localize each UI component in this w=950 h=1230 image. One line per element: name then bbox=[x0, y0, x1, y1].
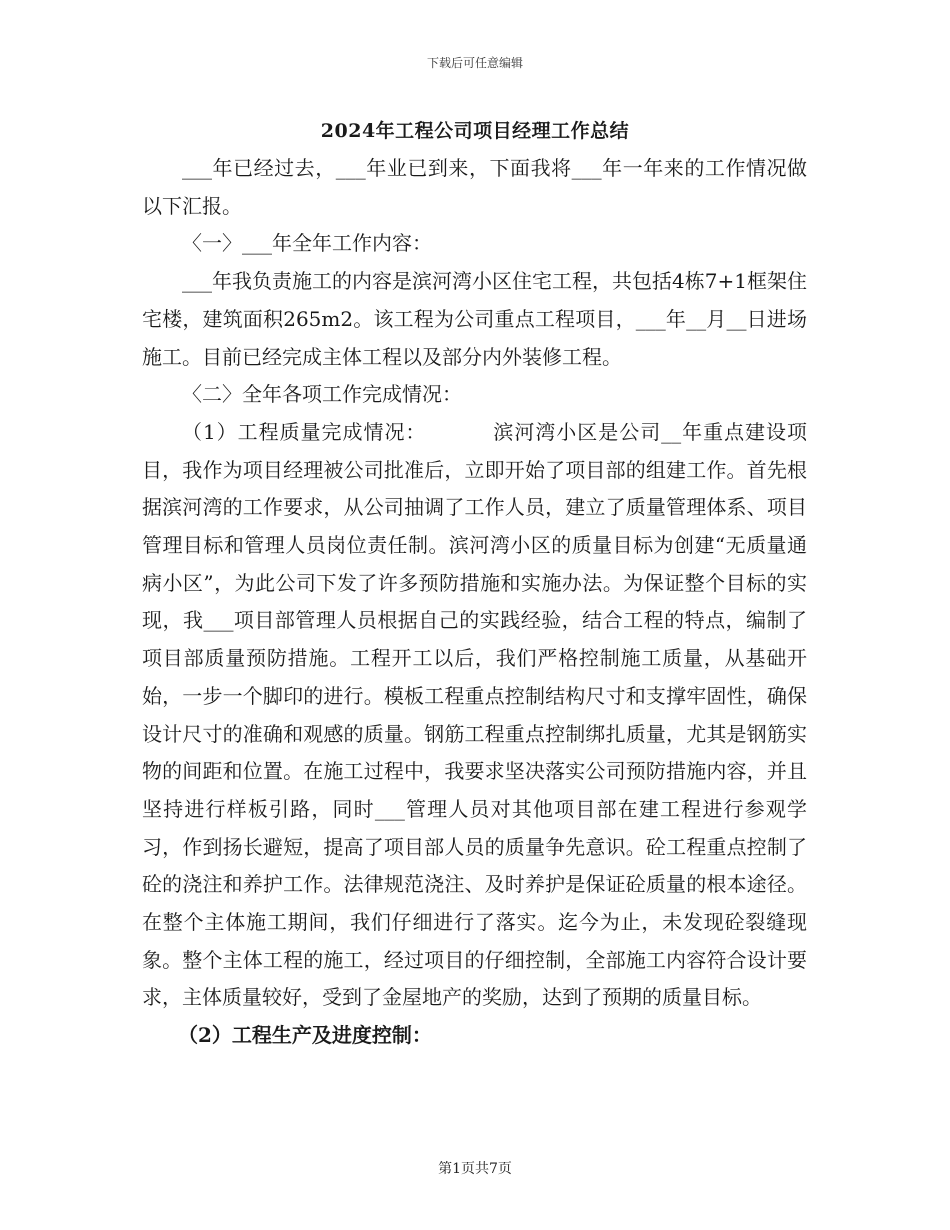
item-1-body: 滨河湾小区是公司__年重点建设项目，我作为项目经理被公司批准后，立即开始了项目部的组建工作。首先根据滨河湾的工作要求，从公司抽调了工作人员，建立了质量管理体系、项目管理目标和管理人员岗位责任制。滨河湾小区的质量目标为创建“无质量通病小区”，为此公司下发了许多预防措施和实施办法。为保证整个目标的实现，我___项目部管理人员根据自己的实践经验，结合工程的特点，编制了项目部质量预防措施。工程开工以后，我们严格控制施工质量，从基础开始，一步一个脚印的进行。模板工程重点控制结构尺寸和支撑牢固性，确保设计尺寸的准确和观感的质量。钢筋工程重点控制绑扎质量，尤其是钢筋实物的间距和位置。在施工过程中，我要求坚决落实公司预防措施内容，并且坚持进行样板引路，同时___管理人员对其他项目部在建工程进行参观学习，作到扬长避短，提高了项目部人员的质量争先意识。砼工程重点控制了砼的浇注和养护工作。法律规范浇注、及时养护是保证砼质量的根本途径。在整个主体施工期间，我们仔细进行了落实。迄今为止，未发现砼裂缝现象。整个主体工程的施工，经过项目的仔细控制，全部施工内容符合设计要求，主体质量较好，受到了金屋地产的奖励，达到了预期的质量目标。 bbox=[142, 419, 807, 1010]
item-1-label: （1）工程质量完成情况： bbox=[182, 419, 427, 444]
intro-paragraph: ___年已经过去，___年业已到来，下面我将___年一年来的工作情况做以下汇报。 bbox=[142, 156, 807, 218]
section-1-body: ___年我负责施工的内容是滨河湾小区住宅工程，共包括4栋7+1框架住宅楼，建筑面积265m2。该工程为公司重点工程项目，___年__月__日进场施工。目前已经完成主体工程以及部分内外装修工程。 bbox=[142, 269, 807, 369]
page-title: 2024年工程公司项目经理工作总结 bbox=[320, 120, 630, 142]
document-body bbox=[142, 150, 807, 1055]
item-2-heading: （2）工程生产及进度控制： bbox=[178, 1023, 432, 1048]
section-2-heading: 〈二〉全年各项工作完成情况： bbox=[182, 382, 462, 407]
item-1-paragraph bbox=[142, 414, 807, 1017]
page-footer: 第1页共7页 bbox=[438, 1161, 512, 1177]
section-1-heading: 〈一〉___年全年工作内容： bbox=[182, 231, 432, 256]
header-note: 下载后可任意编辑 bbox=[426, 56, 523, 70]
